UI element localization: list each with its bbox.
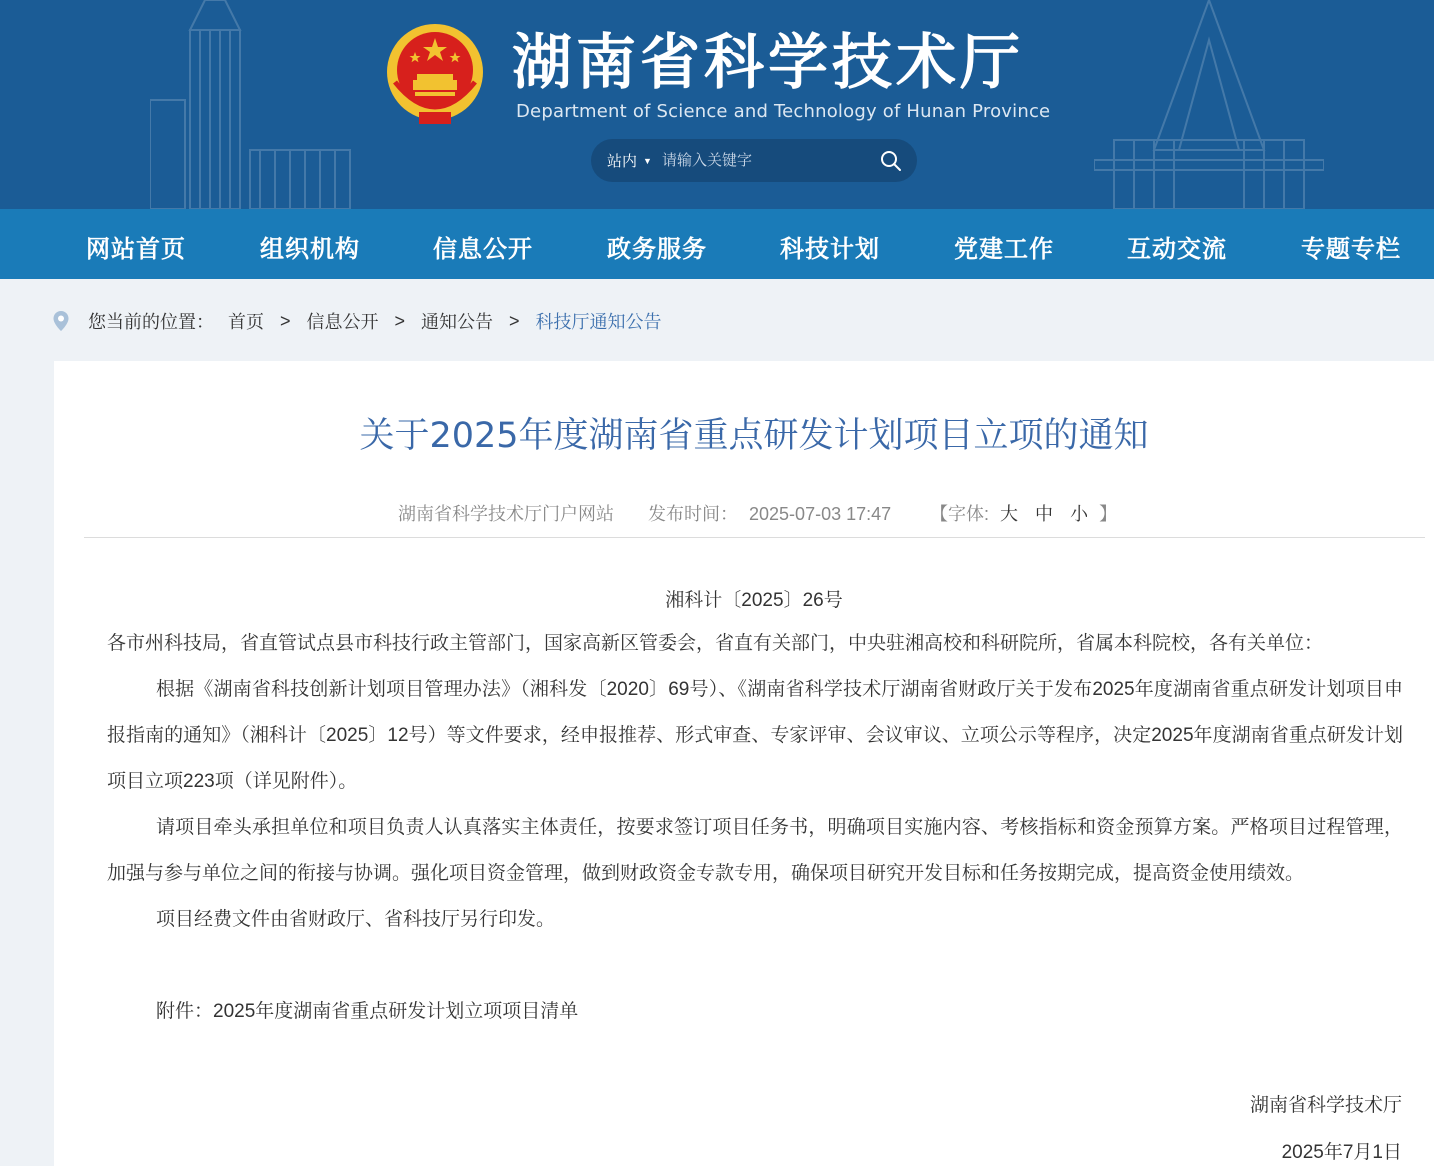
- article-publish-time: [648, 500, 891, 526]
- breadcrumb: [52, 306, 662, 336]
- site-title: 湖南省科学技术厅: [512, 28, 1024, 98]
- breadcrumb-label: 您当前的位置：: [88, 312, 214, 332]
- document-number: 湘科计〔2025〕26号: [665, 590, 843, 611]
- font-size-label-close: 】: [1099, 504, 1118, 524]
- search-scope-label: 站内: [607, 153, 638, 170]
- article-source: 湖南省科学技术厅门户网站: [398, 504, 614, 524]
- search-input[interactable]: [662, 152, 862, 169]
- font-size-label: 【字体:: [930, 504, 990, 524]
- site-header: [0, 0, 1434, 209]
- national-emblem-logo[interactable]: [385, 22, 485, 126]
- nav-item-home[interactable]: 网站首页: [86, 235, 186, 263]
- location-pin-icon: [52, 310, 70, 332]
- breadcrumb-separator: >: [394, 310, 406, 331]
- site-subtitle: Department of Science and Technology of Hunan Province: [516, 101, 1051, 122]
- article-title: 关于2025年度湖南省重点研发计划项目立项的通知: [359, 416, 1149, 456]
- breadcrumb-notices[interactable]: 通知公告: [421, 312, 494, 332]
- search-scope-dropdown[interactable]: [591, 150, 652, 171]
- publish-time-label: 发布时间：: [648, 504, 738, 524]
- body-paragraph-1: 根据《湖南省科技创新计划项目管理办法》（湘科发〔2020〕69号）、《湖南省科学技术厅湖南省财政厅关于发布2025年度湖南省重点研发计划项目申报指南的通知》（湘科计〔2025〕12号）等文件要求，经申报推荐、形式审查、专家评审、会议审议、立项公示等程序，决定2025年度湖南省重点研发计划项目立项223项（详见附件）。: [107, 679, 1403, 792]
- publish-time-value: 2025-07-03 17:47: [749, 504, 892, 524]
- nav-item-sci-tech-plan[interactable]: 科技计划: [780, 235, 880, 263]
- breadcrumb-home[interactable]: 首页: [228, 312, 264, 332]
- search-icon[interactable]: [879, 149, 903, 173]
- national-emblem-icon: [385, 22, 485, 126]
- breadcrumb-separator: >: [280, 310, 291, 331]
- sign-date: 2025年7月1日: [1281, 1142, 1402, 1163]
- nav-item-special-topics[interactable]: 专题专栏: [1301, 235, 1401, 263]
- breadcrumb-current[interactable]: 科技厅通知公告: [535, 312, 662, 332]
- nav-item-party-building[interactable]: 党建工作: [954, 235, 1054, 263]
- attachment-link[interactable]: 附件：2025年度湖南省重点研发计划立项项目清单: [156, 1001, 579, 1022]
- body-paragraph-3: 项目经费文件由省财政厅、省科技厅另行印发。: [156, 909, 556, 930]
- nav-item-gov-services[interactable]: 政务服务: [607, 235, 707, 263]
- font-size-medium-button[interactable]: 中: [1035, 504, 1054, 524]
- nav-item-info-disclosure[interactable]: 信息公开: [433, 235, 533, 263]
- title-divider: [84, 537, 1425, 538]
- search-bar: [591, 139, 917, 182]
- breadcrumb-separator: >: [509, 310, 520, 331]
- font-size-small-button[interactable]: 小: [1070, 504, 1089, 524]
- caret-down-icon: ▼: [643, 155, 652, 166]
- recipients-paragraph: 各市州科技局，省直管试点县市科技行政主管部门，国家高新区管委会，省直有关部门，中央驻湘高校和科研院所，省属本科院校，各有关单位：: [107, 633, 1324, 654]
- building-silhouette-right: [1094, 0, 1324, 209]
- building-silhouette-left: [150, 0, 370, 209]
- breadcrumb-info-disclosure[interactable]: 信息公开: [306, 312, 379, 332]
- font-size-large-button[interactable]: 大: [1000, 504, 1019, 524]
- signer: 湖南省科学技术厅: [1249, 1095, 1402, 1116]
- nav-item-interaction[interactable]: 互动交流: [1127, 235, 1227, 263]
- body-paragraph-2: 请项目牵头承担单位和项目负责人认真落实主体责任，按要求签订项目任务书，明确项目实施内容、考核指标和资金预算方案。严格项目过程管理，加强与参与单位之间的衔接与协调。强化项目资金管理，做到财政资金专款专用，确保项目研究开发目标和任务按期完成，提高资金使用绩效。: [107, 817, 1403, 884]
- font-size-switcher: [930, 500, 1117, 526]
- nav-item-organization[interactable]: 组织机构: [260, 235, 360, 263]
